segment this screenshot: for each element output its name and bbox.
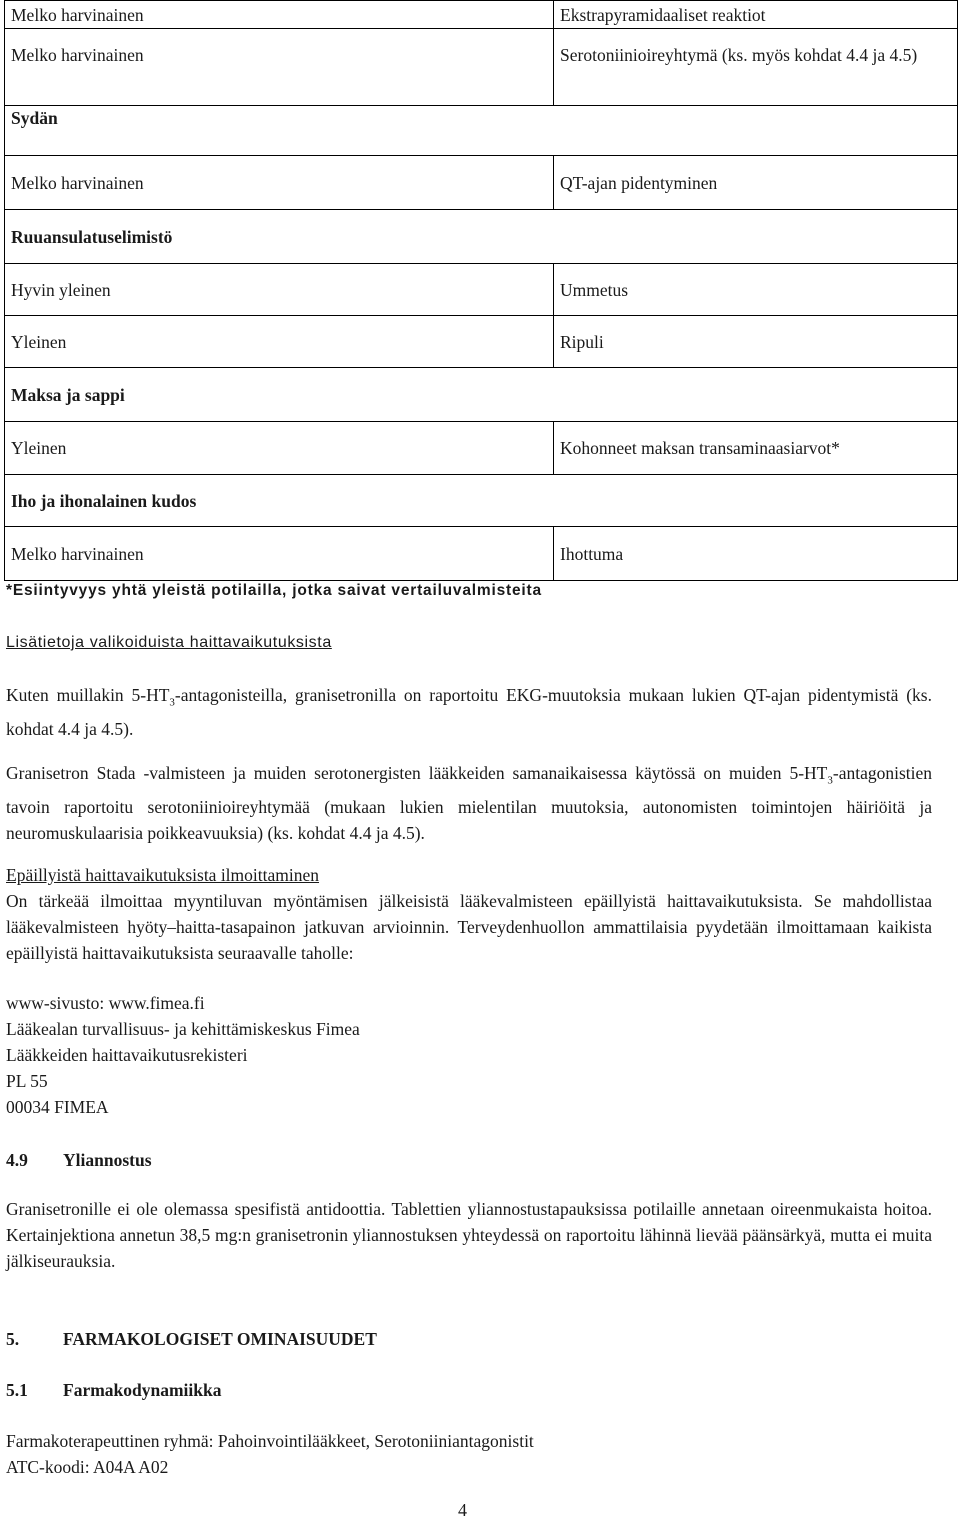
table-section-row	[5, 475, 958, 527]
table-section-row	[5, 368, 958, 422]
table-row	[5, 1, 958, 29]
section-cell: Maksa ja sappi	[5, 368, 958, 422]
page-number: 4	[458, 1500, 467, 1520]
section-4-9-heading: 4.9 Yliannostus	[6, 1150, 152, 1170]
effect-cell: QT-ajan pidentyminen	[554, 156, 958, 210]
table-row	[5, 316, 958, 368]
table-row	[5, 264, 958, 316]
frequency-cell: Yleinen	[5, 422, 554, 475]
section-5-heading: 5. FARMAKOLOGISET OMINAISUUDET	[6, 1329, 377, 1349]
pharmacotherapeutic-group: Farmakoterapeuttinen ryhmä: Pahoinvointilääkkeet, Serotoniiniantagonistit	[6, 1431, 534, 1451]
section-cell: Sydän	[5, 106, 958, 156]
table-row	[5, 422, 958, 475]
effect-cell: Ekstrapyramidaaliset reaktiot	[554, 1, 958, 29]
table-section-row	[5, 210, 958, 264]
reporting-paragraph: On tärkeää ilmoittaa myyntiluvan myöntämisen jälkeisistä lääkevalmisteen epäillyistä haittavaikutuksista. Se mahdollistaa lääkevalmisteen hyöty–haitta-tasapainon jatkuvan arvioinnin. Terveydenhuollon ammattilaisia pyydetään ilmoittamaan kaikista epäillyistä haittavaikutuksista seuraavalle taholle:	[6, 891, 932, 963]
atc-code: ATC-koodi: A04A A02	[6, 1457, 169, 1477]
selected-effects-heading: Lisätietoja valikoiduista haittavaikutuksista	[6, 634, 332, 651]
table-row	[5, 527, 958, 581]
section-cell: Ruuansulatuselimistö	[5, 210, 958, 264]
frequency-cell: Melko harvinainen	[5, 156, 554, 210]
frequency-cell: Melko harvinainen	[5, 29, 554, 106]
table-row	[5, 29, 958, 106]
frequency-cell: Melko harvinainen	[5, 527, 554, 581]
effect-cell: Ihottuma	[554, 527, 958, 581]
section-cell: Iho ja ihonalainen kudos	[5, 475, 958, 527]
effect-cell: Ripuli	[554, 316, 958, 368]
reporting-address	[6, 990, 932, 1120]
qt-paragraph: Kuten muillakin $5-HT_3$-antagonisteilla, granisetronilla on raportoitu EKG-muutoksia mukaan lukien QT-ajan pidentymistä (ks. kohdat 4.4 ja 4.5).	[6, 685, 932, 739]
effect-cell: Serotoniinioireyhtymä (ks. myös kohdat 4.4 ja 4.5)	[554, 29, 958, 106]
frequency-cell: Yleinen	[5, 316, 554, 368]
address-line: Lääkkeiden haittavaikutusrekisteri	[6, 1045, 248, 1065]
address-line: Lääkealan turvallisuus- ja kehittämiskeskus Fimea	[6, 1019, 360, 1039]
effect-cell: Kohonneet maksan transaminaasiarvot*	[554, 422, 958, 475]
reporting-heading: Epäillyistä haittavaikutuksista ilmoittaminen	[6, 865, 320, 885]
table-footnote: *Esiintyvyys yhtä yleistä potilailla, jotka saivat vertailuvalmisteita	[6, 582, 542, 599]
serotonin-paragraph: Granisetron Stada -valmisteen ja muiden serotonergisten lääkkeiden samanaikaisessa käytössä on muiden $5-HT_3$-antagonistien tavoin raportoitu serotoniinioireyhtymää (mukaan lukien mielentilan muutoksia, autonomisten toimintojen häiriöitä ja neuromuskulaarisia poikkeavuuksia) (ks. kohdat 4.4 ja 4.5).	[6, 763, 933, 843]
address-line: www-sivusto: www.fimea.fi	[6, 993, 205, 1013]
overdose-paragraph: Granisetronille ei ole olemassa spesifistä antidoottia. Tablettien yliannostustapauksissa potilaille annetaan oireenmukaista hoitoa. Kertainjektiona annetun 38,5 mg:n granisetronin yliannostuksen yhteydessä on raportoitu lähinnä lievää päänsärkyä, mutta ei muita jälkiseurauksia.	[6, 1199, 932, 1271]
table-row	[5, 156, 958, 210]
section-5-1-heading: 5.1 Farmakodynamiikka	[6, 1380, 222, 1400]
frequency-cell: Hyvin yleinen	[5, 264, 554, 316]
address-line: PL 55	[6, 1071, 48, 1091]
frequency-cell: Melko harvinainen	[5, 1, 554, 29]
effect-cell: Ummetus	[554, 264, 958, 316]
table-section-row	[5, 106, 958, 156]
adverse-effects-table	[4, 0, 958, 581]
address-line: 00034 FIMEA	[6, 1097, 109, 1117]
